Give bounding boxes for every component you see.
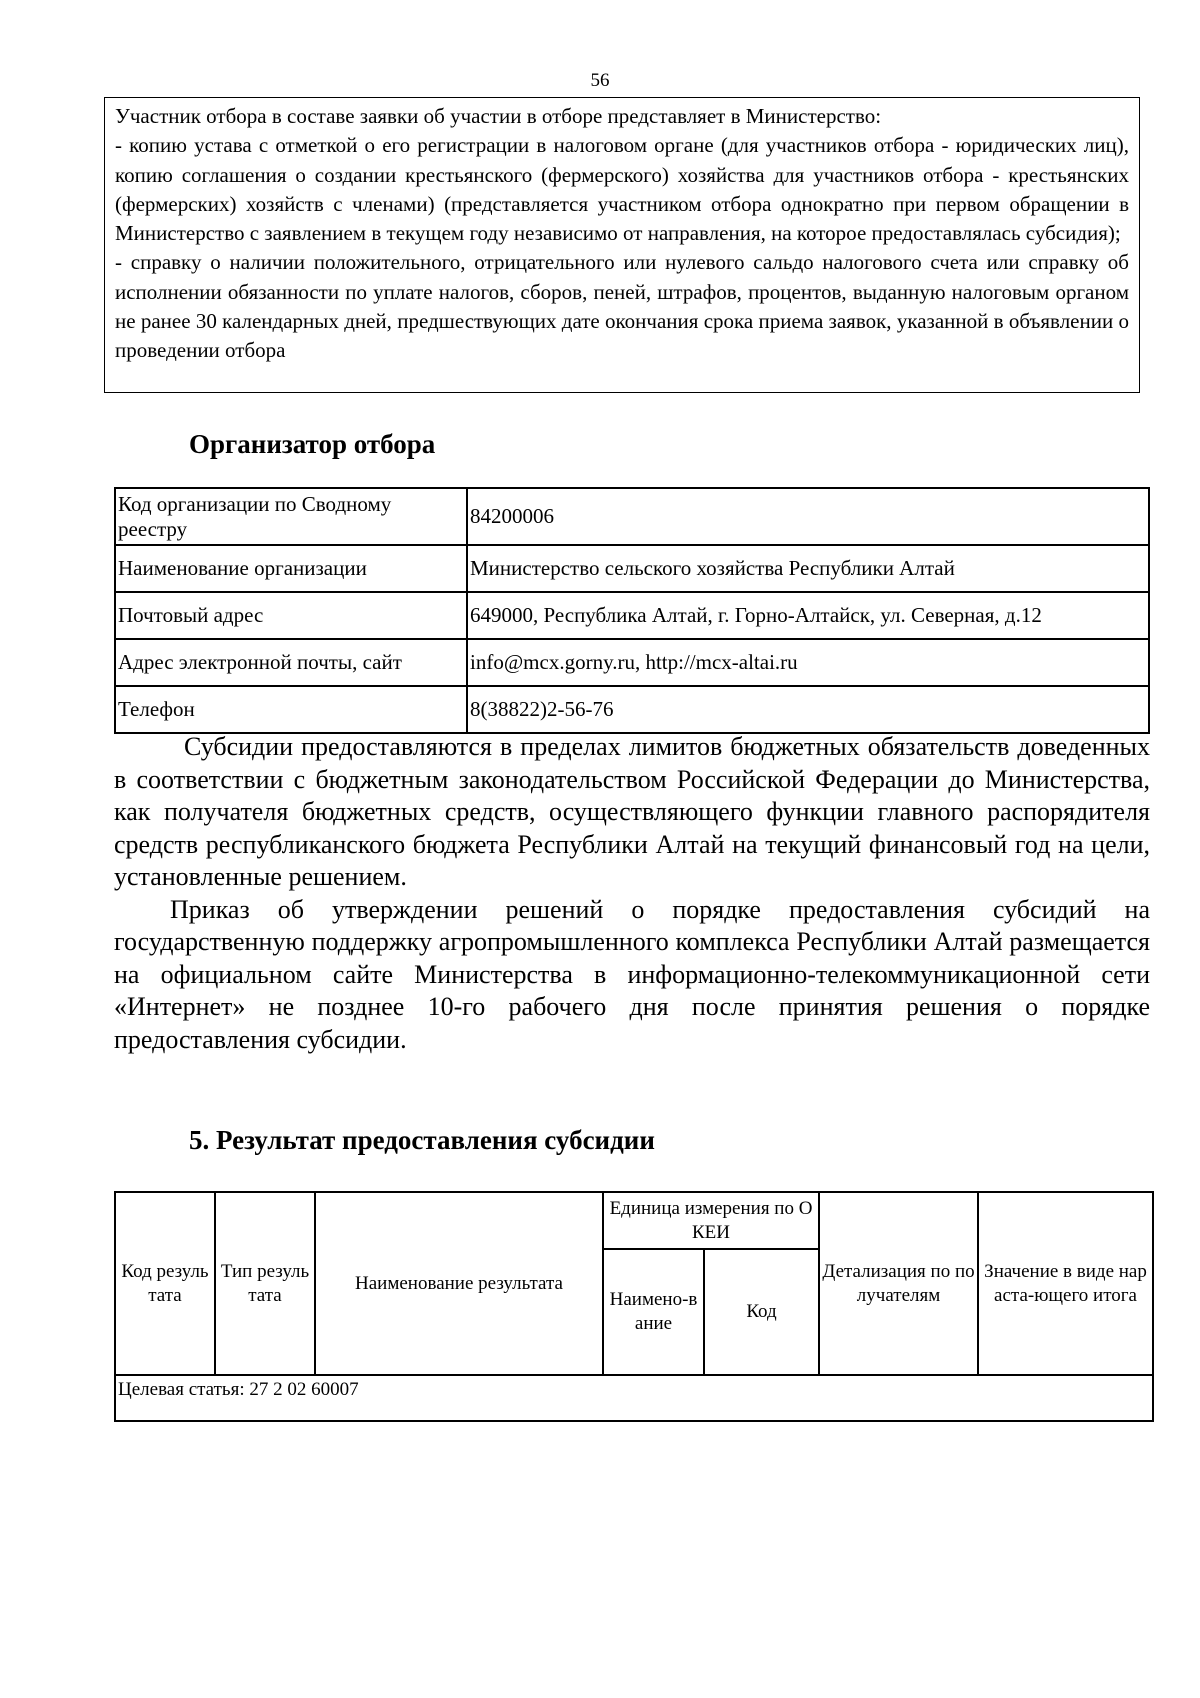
table-row — [115, 488, 1149, 545]
header-result-name: Наименование результата — [315, 1192, 603, 1375]
header-result-code: Код результата — [115, 1192, 215, 1375]
subsidy-limits-paragraph: Субсидии предоставляются в пределах лимитов бюджетных обязательств доведенных в соответствии с бюджетным законодательством Российской Федерации до Министерства, как получателя бюджетных средств, осуществляющего функции главного распорядителя средств республиканского бюджета Республики Алтай на текущий финансовый год на цели, установленные решением. — [114, 732, 1150, 891]
participant-documents-box — [104, 97, 1140, 393]
page-number: 56 — [590, 70, 610, 91]
order-publication-paragraph: Приказ об утверждении решений о порядке предоставления субсидий на государственную поддержку агропромышленного комплекса Республики Алтай размещается на официальном сайте Министерства в информационно-телекоммуникационной сети «Интернет» не позднее 10-го рабочего дня после принятия решения о порядке предоставления субсидии. — [114, 894, 1150, 1054]
organizer-value: info@mcx.gorny.ru, http://mcx-altai.ru — [467, 639, 1149, 686]
organizer-label: Почтовый адрес — [115, 592, 467, 639]
header-result-type: Тип результата — [215, 1192, 315, 1375]
organizer-value: 649000, Республика Алтай, г. Горно-Алтайск, ул. Северная, д.12 — [467, 592, 1149, 639]
subsidy-text — [114, 731, 1150, 1056]
table-row — [115, 639, 1149, 686]
organizer-value: 84200006 — [467, 488, 1149, 545]
organizer-table — [114, 487, 1150, 734]
header-unit-name: Наимено-вание — [603, 1249, 704, 1375]
organizer-value: 8(38822)2-56-76 — [467, 686, 1149, 733]
target-article: Целевая статья: 27 2 02 60007 — [115, 1375, 1153, 1421]
table-row — [115, 592, 1149, 639]
documents-item-charter: - копию устава с отметкой о его регистрации в налоговом органе (для участников отбора - юридических лиц), копию соглашения о создании крестьянского (фермерского) хозяйства для участников отбора - крестьянских (фермерских) хозяйств с членами) (представляется участником отбора однократно при первом обращении в Министерство с заявлением в текущем году независимо от направления, на которое предоставлялась субсидия); — [115, 133, 1129, 246]
header-cumulative-value: Значение в виде нараста-ющего итога — [978, 1192, 1153, 1375]
organizer-heading: Организатор отбора — [189, 429, 436, 459]
header-unit-okei: Единица измерения по ОКЕИ — [603, 1192, 819, 1249]
table-row — [115, 686, 1149, 733]
table-row — [115, 1375, 1153, 1421]
table-row — [115, 545, 1149, 592]
documents-item-tax-certificate: - справку о наличии положительного, отрицательного или нулевого сальдо налогового счета или справку об исполнении обязанности по уплате налогов, сборов, пеней, штрафов, процентов, выданную налоговым органом не ранее 30 календарных дней, предшествующих дате окончания срока приема заявок, указанной в объявлении о проведении отбора — [115, 250, 1129, 363]
results-heading: 5. Результат предоставления субсидии — [189, 1125, 655, 1155]
organizer-label: Телефон — [115, 686, 467, 733]
organizer-value: Министерство сельского хозяйства Республики Алтай — [467, 545, 1149, 592]
table-header-row — [115, 1192, 1153, 1249]
results-table — [114, 1191, 1154, 1422]
organizer-label: Код организации по Сводному реестру — [115, 488, 467, 545]
organizer-label: Адрес электронной почты, сайт — [115, 639, 467, 686]
header-detail: Детализация по получателям — [819, 1192, 978, 1375]
organizer-label: Наименование организации — [115, 545, 467, 592]
header-unit-code: Код — [704, 1249, 819, 1375]
documents-intro: Участник отбора в составе заявки об участии в отборе представляет в Министерство: — [115, 104, 882, 128]
